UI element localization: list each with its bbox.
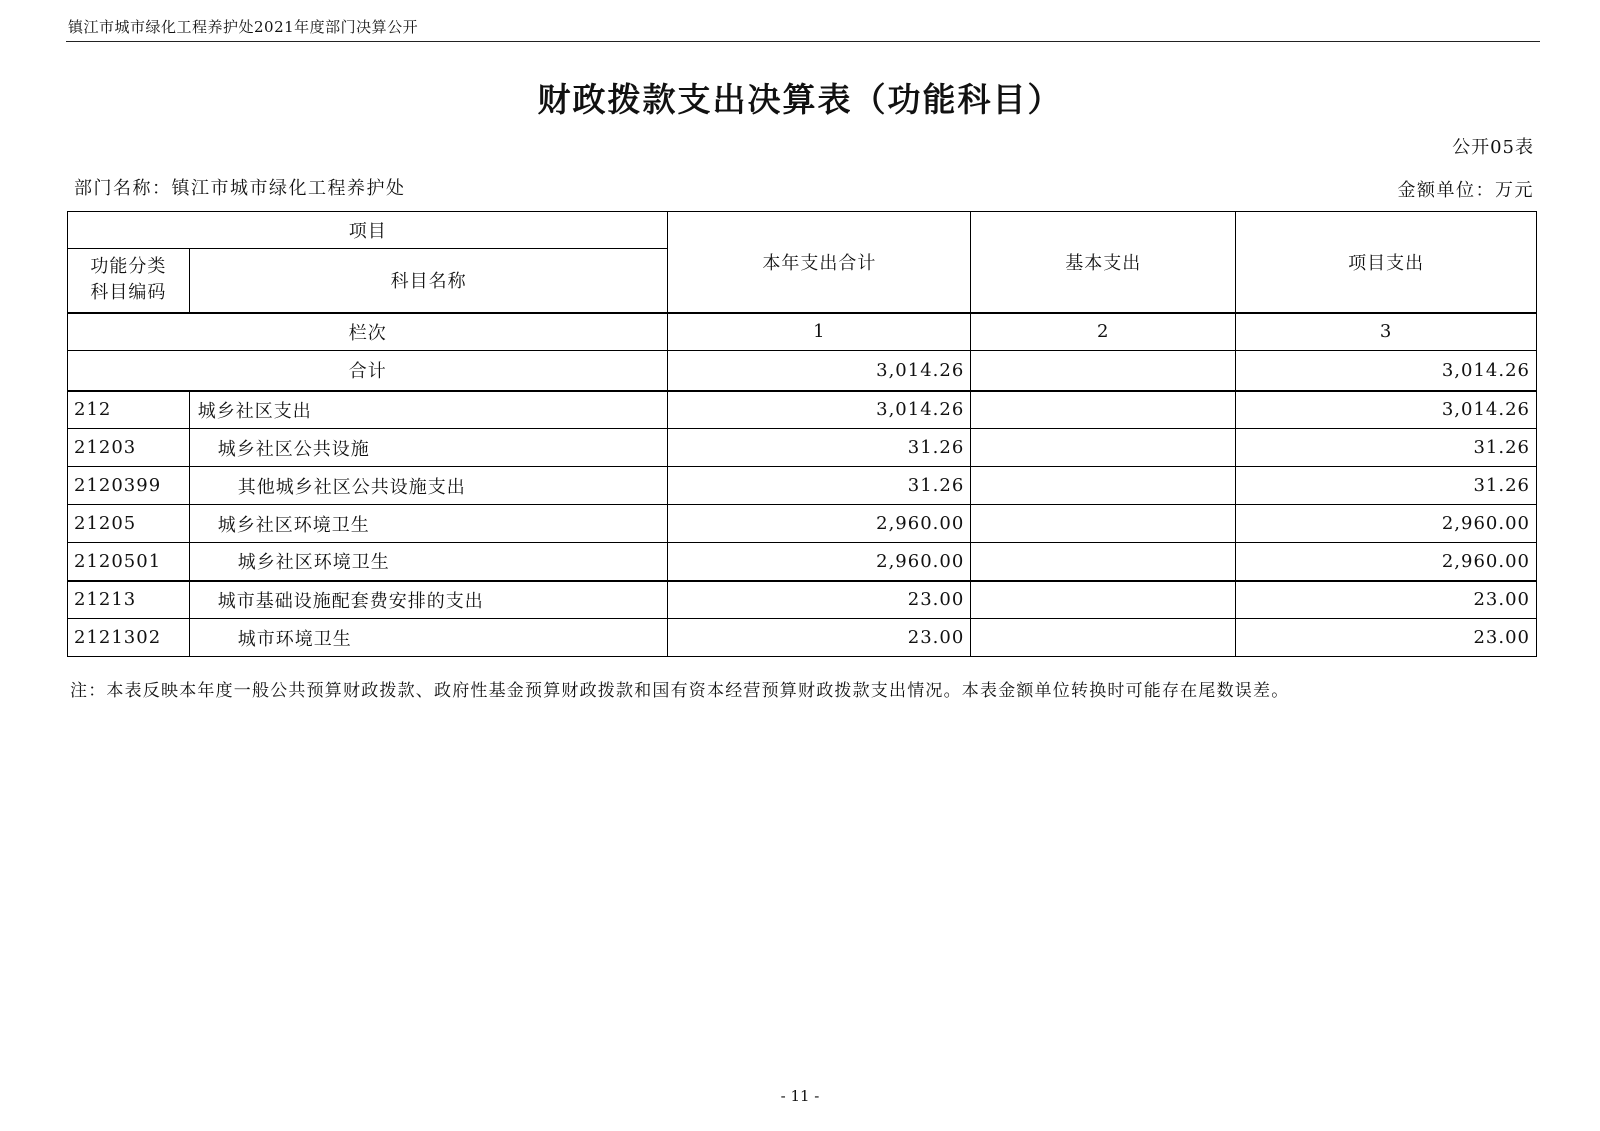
header-basic: 基本支出 bbox=[971, 212, 1236, 313]
amount-unit: 金额单位：万元 bbox=[1397, 180, 1534, 201]
row-subject-name: 城乡社区公共设施 bbox=[189, 429, 668, 467]
row-code: 21203 bbox=[68, 429, 190, 467]
row-total: 31.26 bbox=[668, 429, 971, 467]
row-basic bbox=[971, 505, 1236, 543]
sum-row bbox=[68, 351, 1537, 391]
row-subject-name: 城乡社区支出 bbox=[189, 391, 668, 429]
row-code: 21205 bbox=[68, 505, 190, 543]
table-row bbox=[68, 505, 1537, 543]
column-number-3: 3 bbox=[1236, 313, 1537, 351]
row-project: 2,960.00 bbox=[1236, 543, 1537, 581]
row-total: 23.00 bbox=[668, 619, 971, 657]
table-row bbox=[68, 467, 1537, 505]
running-header: 镇江市城市绿化工程养护处2021年度部门决算公开 bbox=[68, 18, 419, 36]
header-total: 本年支出合计 bbox=[668, 212, 971, 313]
row-basic bbox=[971, 543, 1236, 581]
row-total: 2,960.00 bbox=[668, 543, 971, 581]
column-number-row bbox=[68, 313, 1537, 351]
row-code: 212 bbox=[68, 391, 190, 429]
row-project: 31.26 bbox=[1236, 467, 1537, 505]
row-basic bbox=[971, 619, 1236, 657]
table-row bbox=[68, 391, 1537, 429]
page-title: 财政拨款支出决算表（功能科目） bbox=[537, 80, 1063, 119]
row-subject-name: 城市环境卫生 bbox=[189, 619, 668, 657]
row-total: 2,960.00 bbox=[668, 505, 971, 543]
table-row bbox=[68, 429, 1537, 467]
row-total: 31.26 bbox=[668, 467, 971, 505]
header-row-1 bbox=[68, 212, 1537, 249]
header-code-line2: 科目编码 bbox=[90, 282, 167, 304]
row-basic bbox=[971, 467, 1236, 505]
header-project-expenditure: 项目支出 bbox=[1236, 212, 1537, 313]
header-code-line1: 功能分类 bbox=[90, 256, 167, 278]
row-code: 2120501 bbox=[68, 543, 190, 581]
table-number: 公开05表 bbox=[1452, 137, 1534, 158]
column-number-label: 栏次 bbox=[68, 313, 668, 351]
row-basic bbox=[971, 429, 1236, 467]
column-number-1: 1 bbox=[668, 313, 971, 351]
table-row bbox=[68, 581, 1537, 619]
row-project: 3,014.26 bbox=[1236, 391, 1537, 429]
header-code bbox=[68, 249, 190, 313]
table-note: 注：本表反映本年度一般公共预算财政拨款、政府性基金预算财政拨款和国有资本经营预算财政拨款支出情况。本表金额单位转换时可能存在尾数误差。 bbox=[70, 681, 1290, 701]
row-project: 2,960.00 bbox=[1236, 505, 1537, 543]
row-subject-name: 城乡社区环境卫生 bbox=[189, 505, 668, 543]
sum-project: 3,014.26 bbox=[1236, 351, 1537, 391]
sum-basic bbox=[971, 351, 1236, 391]
table-row bbox=[68, 619, 1537, 657]
row-project: 31.26 bbox=[1236, 429, 1537, 467]
row-subject-name: 城市基础设施配套费安排的支出 bbox=[189, 581, 668, 619]
row-basic bbox=[971, 581, 1236, 619]
row-project: 23.00 bbox=[1236, 581, 1537, 619]
expenditure-table bbox=[67, 211, 1537, 657]
department-name: 部门名称：镇江市城市绿化工程养护处 bbox=[74, 178, 406, 199]
row-total: 3,014.26 bbox=[668, 391, 971, 429]
row-total: 23.00 bbox=[668, 581, 971, 619]
row-code: 2120399 bbox=[68, 467, 190, 505]
row-code: 21213 bbox=[68, 581, 190, 619]
header-project: 项目 bbox=[68, 212, 668, 249]
row-project: 23.00 bbox=[1236, 619, 1537, 657]
row-basic bbox=[971, 391, 1236, 429]
sum-label: 合计 bbox=[68, 351, 668, 391]
row-subject-name: 其他城乡社区公共设施支出 bbox=[189, 467, 668, 505]
row-subject-name: 城乡社区环境卫生 bbox=[189, 543, 668, 581]
table-row bbox=[68, 543, 1537, 581]
header-rule bbox=[66, 41, 1540, 42]
page-number: - 11 - bbox=[780, 1087, 820, 1105]
sum-total: 3,014.26 bbox=[668, 351, 971, 391]
column-number-2: 2 bbox=[971, 313, 1236, 351]
row-code: 2121302 bbox=[68, 619, 190, 657]
header-subject-name: 科目名称 bbox=[189, 249, 668, 313]
